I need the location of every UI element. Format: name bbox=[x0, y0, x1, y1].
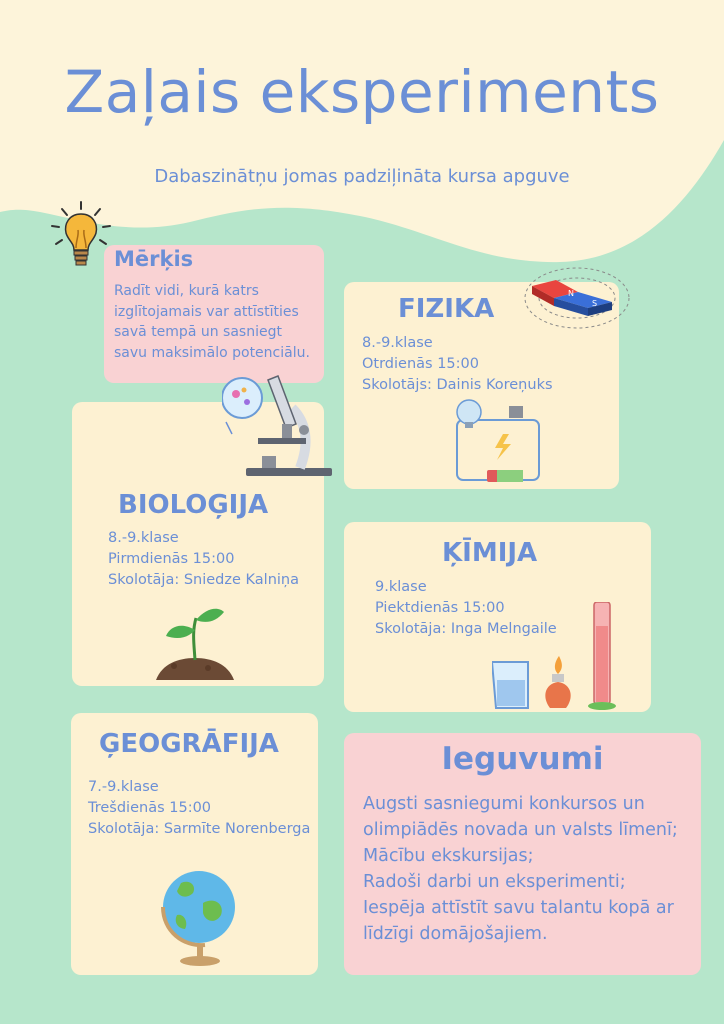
physics-grade: 8.-9.klase bbox=[362, 335, 433, 351]
benefit-line: Radoši darbi un eksperimenti; bbox=[363, 872, 626, 892]
circuit-icon bbox=[451, 394, 543, 486]
benefit-line: Iespēja attīstīt savu talantu kopā ar bbox=[363, 898, 674, 918]
geography-info bbox=[88, 777, 310, 840]
geography-grade: 7.-9.klase bbox=[88, 779, 159, 795]
chemistry-card bbox=[344, 522, 651, 712]
biology-time: Pirmdienās 15:00 bbox=[108, 551, 235, 567]
physics-info bbox=[362, 333, 553, 396]
benefits-list bbox=[363, 791, 703, 947]
seedling-icon bbox=[152, 600, 238, 684]
page-title: Zaļais eksperiments bbox=[64, 58, 660, 126]
physics-time: Otrdienās 15:00 bbox=[362, 356, 479, 372]
geography-teacher: Skolotāja: Sarmīte Norenberga bbox=[88, 821, 311, 837]
geography-time: Trešdienās 15:00 bbox=[88, 800, 212, 816]
physics-teacher: Skolotājs: Dainis Koreņuks bbox=[362, 377, 553, 393]
biology-info bbox=[108, 528, 299, 591]
benefits-card bbox=[344, 733, 701, 975]
svg-text:N: N bbox=[568, 289, 574, 298]
lab-glassware-icon bbox=[492, 602, 642, 712]
physics-title: FIZIKA bbox=[398, 294, 495, 324]
geography-card bbox=[71, 713, 318, 975]
benefit-line: olimpiādēs novada un valsts līmenī; bbox=[363, 820, 678, 840]
goal-text: Radīt vidi, kurā katrs izglītojamais var attīstīties savā tempā un sasniegt savu maksimālo potenciālu. bbox=[114, 283, 310, 361]
svg-text:S: S bbox=[592, 299, 598, 308]
chemistry-grade: 9.klase bbox=[375, 579, 427, 595]
goal-card bbox=[104, 245, 324, 383]
benefit-line: līdzīgi domājošajiem. bbox=[363, 924, 548, 944]
page-subtitle: Dabaszinātņu jomas padziļināta kursa apguve bbox=[154, 166, 570, 187]
chemistry-time: Piektdienās 15:00 bbox=[375, 600, 505, 616]
biology-teacher: Skolotāja: Sniedze Kalniņa bbox=[108, 572, 299, 588]
benefit-line: Augsti sasniegumi konkursos un bbox=[363, 794, 645, 814]
chemistry-teacher: Skolotāja: Inga Melngaile bbox=[375, 621, 557, 637]
biology-grade: 8.-9.klase bbox=[108, 530, 179, 546]
geography-title: ĢEOGRĀFIJA bbox=[99, 729, 279, 759]
benefit-line: Mācību ekskursijas; bbox=[363, 846, 534, 866]
magnet-icon bbox=[522, 262, 632, 334]
chemistry-title: ĶĪMIJA bbox=[442, 538, 538, 568]
microscope-icon bbox=[222, 372, 336, 478]
benefits-heading: Ieguvumi bbox=[441, 741, 604, 777]
globe-icon bbox=[153, 863, 241, 967]
goal-heading: Mērķis bbox=[114, 247, 194, 271]
biology-title: BIOLOĢIJA bbox=[118, 490, 269, 520]
